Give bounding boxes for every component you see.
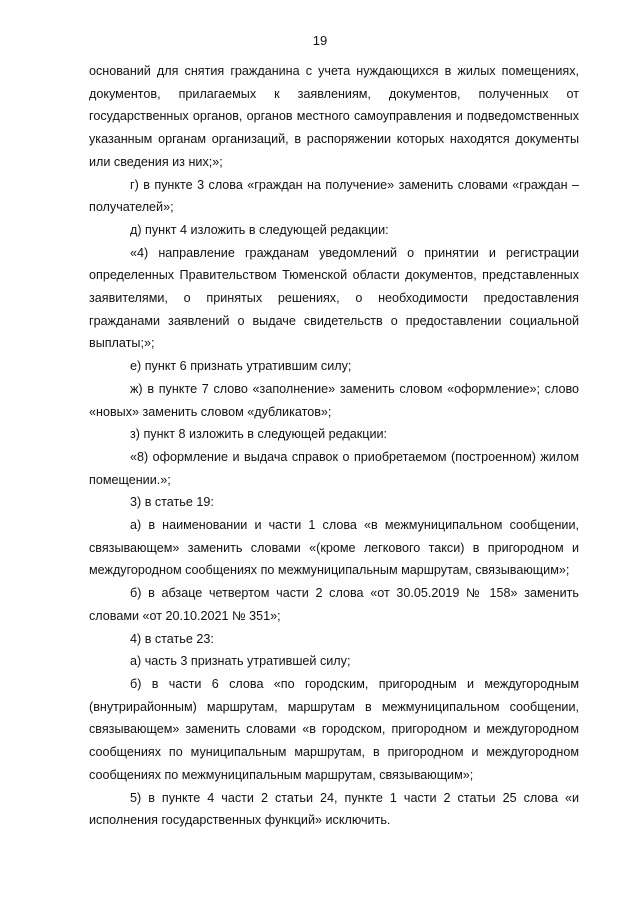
paragraph-section-4: 4) в статье 23: [130,631,214,646]
paragraph-item-a-19: а) в наименовании и части 1 слова «в межмуниципальном сообщении, связывающем» заменить словами «(кроме легкового такси) в пригородном и междугородном сообщениях по межмуниципальным маршрутам, связывающим»; [89,518,579,578]
paragraph-quote-8: «8) оформление и выдача справок о приобретаемом (построенном) жилом помещении.»; [89,449,579,487]
paragraph-continuation: оснований для снятия гражданина с учета нуждающихся в жилых помещениях, документов, прилагаемых к заявлениям, документов, полученных от государственных органов, органов местного самоуправления и подведомственных указанным органам организаций, в распоряжении которых находятся документы или сведения из них;»; [89,64,579,169]
paragraph-item-e: е) пункт 6 признать утратившим силу; [130,359,352,374]
page-number: 19 [312,33,328,48]
paragraph-item-a-23: а) часть 3 признать утратившей силу; [130,654,351,669]
paragraph-item-b-23: б) в части 6 слова «по городским, пригородным и междугородным (внутрирайонным) маршрутам, маршрутам в межмуниципальном сообщении, связывающем» заменить словами «в городском, пригородном и междугородном сообщениях по муниципальным маршрутам, в пригородном и междугородном сообщениях по межмуниципальным маршрутам, связывающим»; [89,676,579,782]
paragraph-item-d: д) пункт 4 изложить в следующей редакции: [130,222,389,237]
document-body [89,60,579,832]
paragraph-quote-4: «4) направление гражданам уведомлений о принятии и регистрации определенных Правительством Тюменской области документов, представленных заявителями, о принятых решениях, о необходимости предоставления гражданами заявлений о выдаче свидетельств о предоставлении социальной выплаты;»; [89,245,579,351]
paragraph-item-g: г) в пункте 3 слова «граждан на получение» заменить словами «граждан – получателей»; [89,177,579,215]
paragraph-section-5: 5) в пункте 4 части 2 статьи 24, пункте 1 части 2 статьи 25 слова «и исполнения государственных функций» исключить. [89,790,579,828]
paragraph-item-b-19: б) в абзаце четвертом части 2 слова «от 30.05.2019 № 158» заменить словами «от 20.10.2021 № 351»; [89,586,579,623]
paragraph-item-z: з) пункт 8 изложить в следующей редакции: [130,427,388,442]
paragraph-item-zh: ж) в пункте 7 слово «заполнение» заменить словом «оформление»; слово «новых» заменить словом «дубликатов»; [89,381,579,419]
paragraph-section-3: 3) в статье 19: [130,495,214,510]
